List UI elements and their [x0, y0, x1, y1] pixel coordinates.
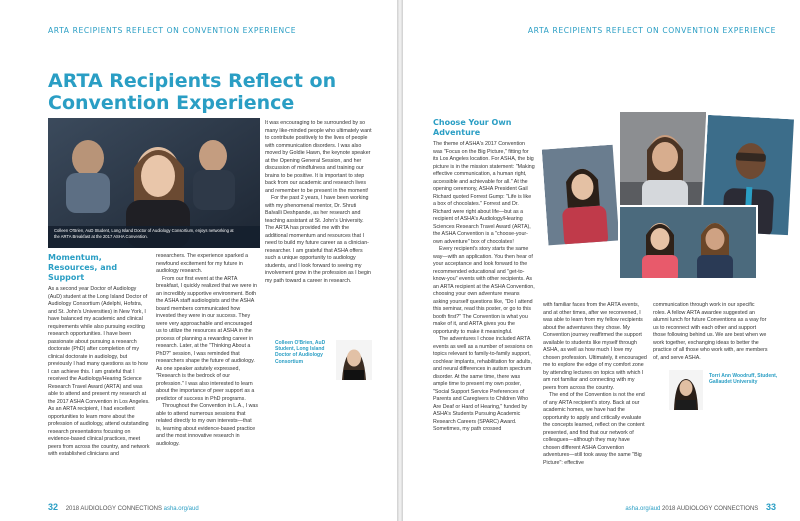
paragraph: Throughout the Convention in L.A., I was able to attend numerous sessions that related directly to my own interests—that is, learning about evidence-based practice and the most innovative research in audiology. [156, 403, 258, 447]
paragraph: researchers. The experience sparked a newfound excitement for my future in audiology research. [156, 253, 249, 274]
right-page [403, 0, 800, 521]
paragraph: communication through work in our specific roles. A fellow ARTA awardee suggested an alumni lunch for future Conventions as a way for us to reconnect with each other and support those following behind us. We are best when we work together, exchanging ideas to better the practice of all those who work with, are members of, and serve ASHA. [653, 302, 768, 361]
avatar1-caption: Colleen O'Brien, AuD Student, Long Island Doctor of Audiology Consortium [275, 340, 326, 365]
publication-name: 2018 AUDIOLOGY CONNECTIONS [65, 506, 162, 512]
left-page [0, 0, 397, 521]
section2-heading: Choose Your Own Adventure [433, 118, 512, 137]
collage-photo-1 [540, 143, 622, 248]
page-number: 32 [48, 502, 59, 512]
avatar-colleen [336, 340, 372, 380]
running-head-left: ARTA RECIPIENTS REFLECT ON CONVENTION EXPERIENCE [48, 26, 297, 35]
main-photo-caption: Colleen O'Brien, AuD Student, Long Island Doctor of Audiology Consortium, enjoys networking at the ARTA Breakfast at the 2017 ASHA Convention. [54, 228, 234, 239]
folio-left [48, 502, 199, 512]
collage-photo-4 [618, 205, 758, 280]
paragraph: with familiar faces from the ARTA events, and at other times, after we reconvened, I was able to learn from my fellow recipients about the adventures they chose. My Convention journey reaffirmed the support available to students like myself through ASHA, as well as how much I love my chosen profession. Ultimately, it encouraged me to explore the edge of my comfort zone by attending lectures on topics with which I am not familiar and connecting with my peers from across the country. [543, 302, 647, 391]
paragraph: As a second year Doctor of Audiology (AuD) student at the Long Island Doctor of Audiology Consortium (Adelphi, Hofstra, and St. John's Universities) in New York, I have balanced my academic and clinical requirements while also pursuing exciting research opportunities. I have been passionate about pursuing a research doctorate (PhD) after completion of my clinical doctorate in audiology, but previously I had many questions as to how I can achieve this. I am grateful that I received the Audiology/Hearing Science Research Travel Award (ARTA) and was able to attend and present my research at the 2017 ASHA Convention in Los Angeles. As an ARTA recipient, I had excellent opportunities to learn more about the profession of audiology, attend outstanding research presentations focusing on evidence-based clinical practices, meet peers from across the country, and network with established clinicians and [48, 286, 150, 457]
column-3 [265, 120, 373, 330]
avatar2-caption: Torri Ann Woodruff, Student, Gallaudet University [709, 373, 778, 386]
paragraph: From our first event at the ARTA breakfast, I quickly realized that we were in an incredibly supportive environment. Both the ASHA staff audiologists and the ASHA board members communicated how invested they were in our success. They were very approachable and encouraged us to utilize the resources at ASHA in the process of planning a rewarding career in research. Later, at the "Thinking About a PhD?" session, I was reminded that researchers shape the future of audiology. As one speaker astutely expressed, "Research is the bedrock of our profession." I was also interested to learn about the importance of peer support as a predictor of success in PhD programs. [156, 275, 257, 402]
paragraph: The end of the Convention is not the end of any ARTA recipient's story. Back at our academic homes, we have had the opportunity to apply and critically evaluate the concepts learned, reflect on the content presented, and find that our network of colleagues—although they may have chosen different ASHA Convention adventures—still took away the same "Big Picture": effective [543, 392, 645, 466]
paragraph: For the past 2 years, I have been working with my phenomenal mentor, Dr. Shruti Balvalli Deshpande, as her research and teaching assistant at St. John's University. The ARTA has provided me with the additional momentum and resources that I need to build my future career as a clinician-researcher. I am grateful that ASHA offers such a unique opportunity to audiology students, and I look forward to seeing my involvement grow in the profession as I begin my path toward a career in research. [265, 195, 371, 284]
page-number: 33 [765, 502, 776, 512]
publication-url[interactable]: asha.org/aud [625, 506, 661, 512]
column-1 [48, 253, 150, 496]
column-6 [653, 302, 768, 372]
section1-heading: Momentum, Resources, and Support [48, 253, 118, 282]
collage-photo-2 [618, 110, 708, 220]
folio-right [625, 502, 776, 512]
paragraph: Every recipient's story starts the same way—with an application. You then hear of your acceptance and look forward to the recommended educational and "get-to-know-you" events with other recipients. As an ARTA recipient at the ASHA Convention, choosing your own adventure means asking yourself questions like, "Do I attend this seminar, read this poster, or go to this booth first?" The Convention is what you make of it, and ARTA gives you the opportunity to make it meaningful. [433, 246, 535, 335]
article-headline: ARTA Recipients Reflect on Convention Experience [48, 70, 337, 114]
publication-url[interactable]: asha.org/aud [163, 506, 199, 512]
publication-name: 2018 AUDIOLOGY CONNECTIONS [662, 506, 759, 512]
paragraph: It was encouraging to be surrounded by so many like-minded people who ultimately want to contribute positively to the lives of people with communication disorders. I was also moved by Goldie Hawn, the keynote speaker at the Opening General Session, and her discussion of mindfulness and training our brains to be positive. It is important to step back from our academic and research lives and remember to be present in the moment! [265, 120, 372, 194]
paragraph: The theme of ASHA's 2017 Convention was "Focus on the Big Picture," fitting for its Los Angeles location. For ASHA, the big picture is in the mission statement: "Making effective communication, a human right, accessible and achievable for all." At the opening ceremony, ASHA President Gail Richard quoted Forrest Gump: "Life is like a box of chocolates." Forrest and Dr. Richard were right about life—but as a recipient of ASHA's Audiology/Hearing Sciences Research Travel Award (ARTA), the ASHA Convention is a "choose-your-own adventure" box of chocolates! [433, 141, 535, 245]
avatar-torri [669, 370, 703, 410]
paragraph: The adventures I chose included ARTA events as well as a number of sessions on topics relevant to family-to-family support, cochlear implants, rehabilitation for adults, and neural differences in autism spectrum disorder. At the same time, there was ample time to present my own poster, "Social Support Service Preferences of Parents and Caregivers to Children Who Are Deaf or Hard of Hearing," funded by ASHA's Students Pursuing Academic Research Careers (SPARC) Award. Sometimes, my path crossed [433, 336, 533, 432]
running-head-right: ARTA RECIPIENTS REFLECT ON CONVENTION EXPERIENCE [527, 26, 776, 35]
main-photo [48, 118, 260, 248]
column-4 [433, 118, 535, 498]
column-5 [543, 302, 647, 498]
column-2 [156, 253, 258, 496]
